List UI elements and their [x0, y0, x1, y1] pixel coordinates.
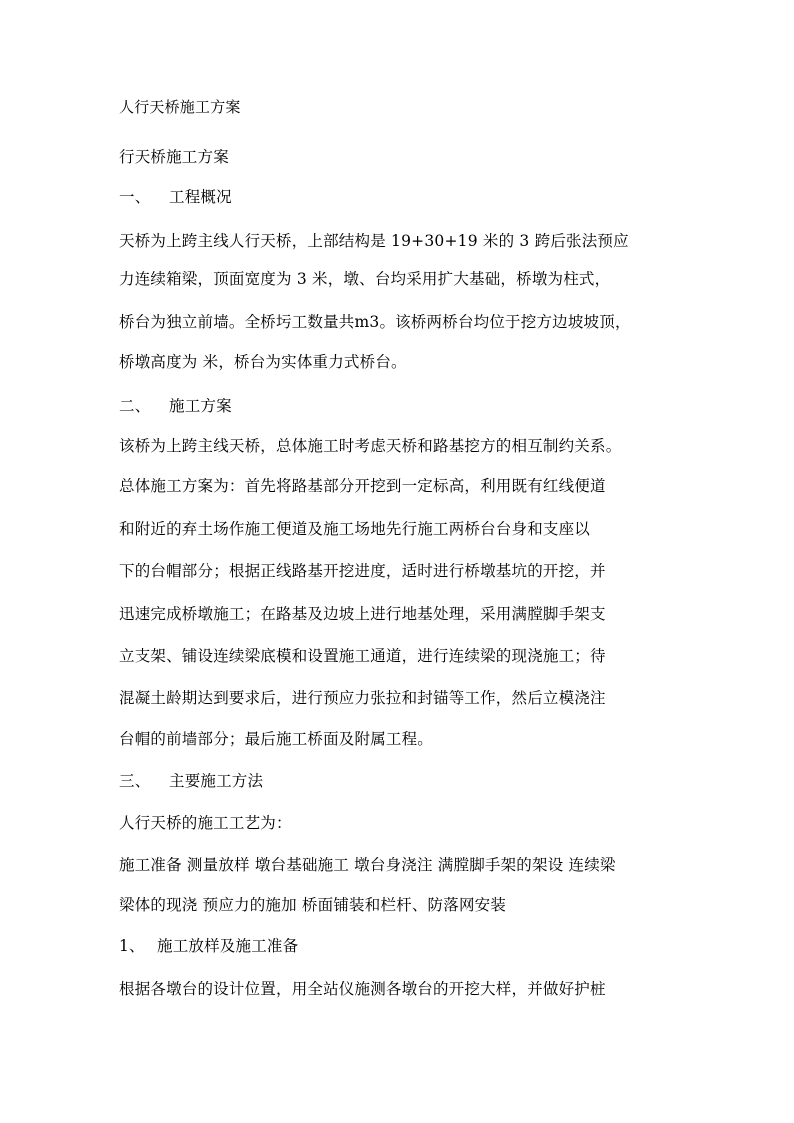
section-heading-1	[119, 186, 694, 208]
paragraph-line: 总体施工方案为：首先将路基部分开挖到一定标高，利用既有红线便道	[119, 477, 606, 495]
paragraph-line: 下的台帽部分；根据正线路基开挖进度，适时进行桥墩基坑的开挖，并	[119, 562, 606, 580]
paragraph-line: 施工准备 测量放样 墩台基础施工 墩台身浇注 满膛脚手架的架设 连续梁	[119, 856, 616, 874]
subsection-title-1: 施工放样及施工准备	[157, 937, 299, 955]
paragraph-line: 桥墩高度为 米，桥台为实体重力式桥台。	[119, 353, 407, 371]
paragraph-line: 根据各墩台的设计位置，用全站仪施测各墩台的开挖大样，并做好护桩	[119, 980, 606, 998]
paragraph-line: 力连续箱梁，顶面宽度为 3 米，墩、台均采用扩大基础，桥墩为柱式，	[119, 270, 611, 288]
paragraph-line: 梁体的现浇 预应力的施加 桥面铺装和栏杆、防落网安装	[119, 896, 507, 914]
paragraph-line: 台帽的前墙部分；最后施工桥面及附属工程。	[119, 730, 434, 748]
paragraph-line: 该桥为上跨主线天桥，总体施工时考虑天桥和路基挖方的相互制约关系。	[119, 437, 622, 455]
paragraph-line: 和附近的弃土场作施工便道及施工场地先行施工两桥台台身和支座以	[119, 520, 591, 538]
paragraph-line: 天桥为上跨主线人行天桥，上部结构是 19+30+19 米的 3 跨后张法预应	[119, 232, 629, 250]
paragraph-line: 立支架、铺设连续梁底模和设置施工通道，进行连续梁的现浇施工；待	[119, 647, 606, 665]
section-title-1: 工程概况	[169, 188, 232, 206]
document-title: 人行天桥施工方案	[119, 98, 241, 116]
section-number-2: 二、	[119, 397, 151, 415]
section-heading-3	[119, 770, 694, 792]
section-title-2: 施工方案	[169, 397, 232, 415]
section-number-3: 三、	[119, 772, 151, 790]
paragraph-line: 桥台为独立前墙。全桥圬工数量共m3。该桥两桥台均位于挖方边坡坡顶，	[119, 313, 631, 331]
section-title-3: 主要施工方法	[169, 772, 264, 790]
subsection-number-1: 1、	[119, 937, 145, 955]
paragraph-line: 人行天桥的施工工艺为：	[119, 814, 292, 832]
paragraph-line: 迅速完成桥墩施工；在路基及边坡上进行地基处理，采用满膛脚手架支	[119, 605, 606, 623]
section-heading-2	[119, 395, 694, 417]
paragraph-line: 混凝土龄期达到要求后，进行预应力张拉和封锚等工作，然后立模浇注	[119, 689, 606, 707]
section-number-1: 一、	[119, 188, 151, 206]
document-subtitle: 行天桥施工方案	[119, 148, 229, 166]
subsection-heading-1	[119, 935, 694, 957]
